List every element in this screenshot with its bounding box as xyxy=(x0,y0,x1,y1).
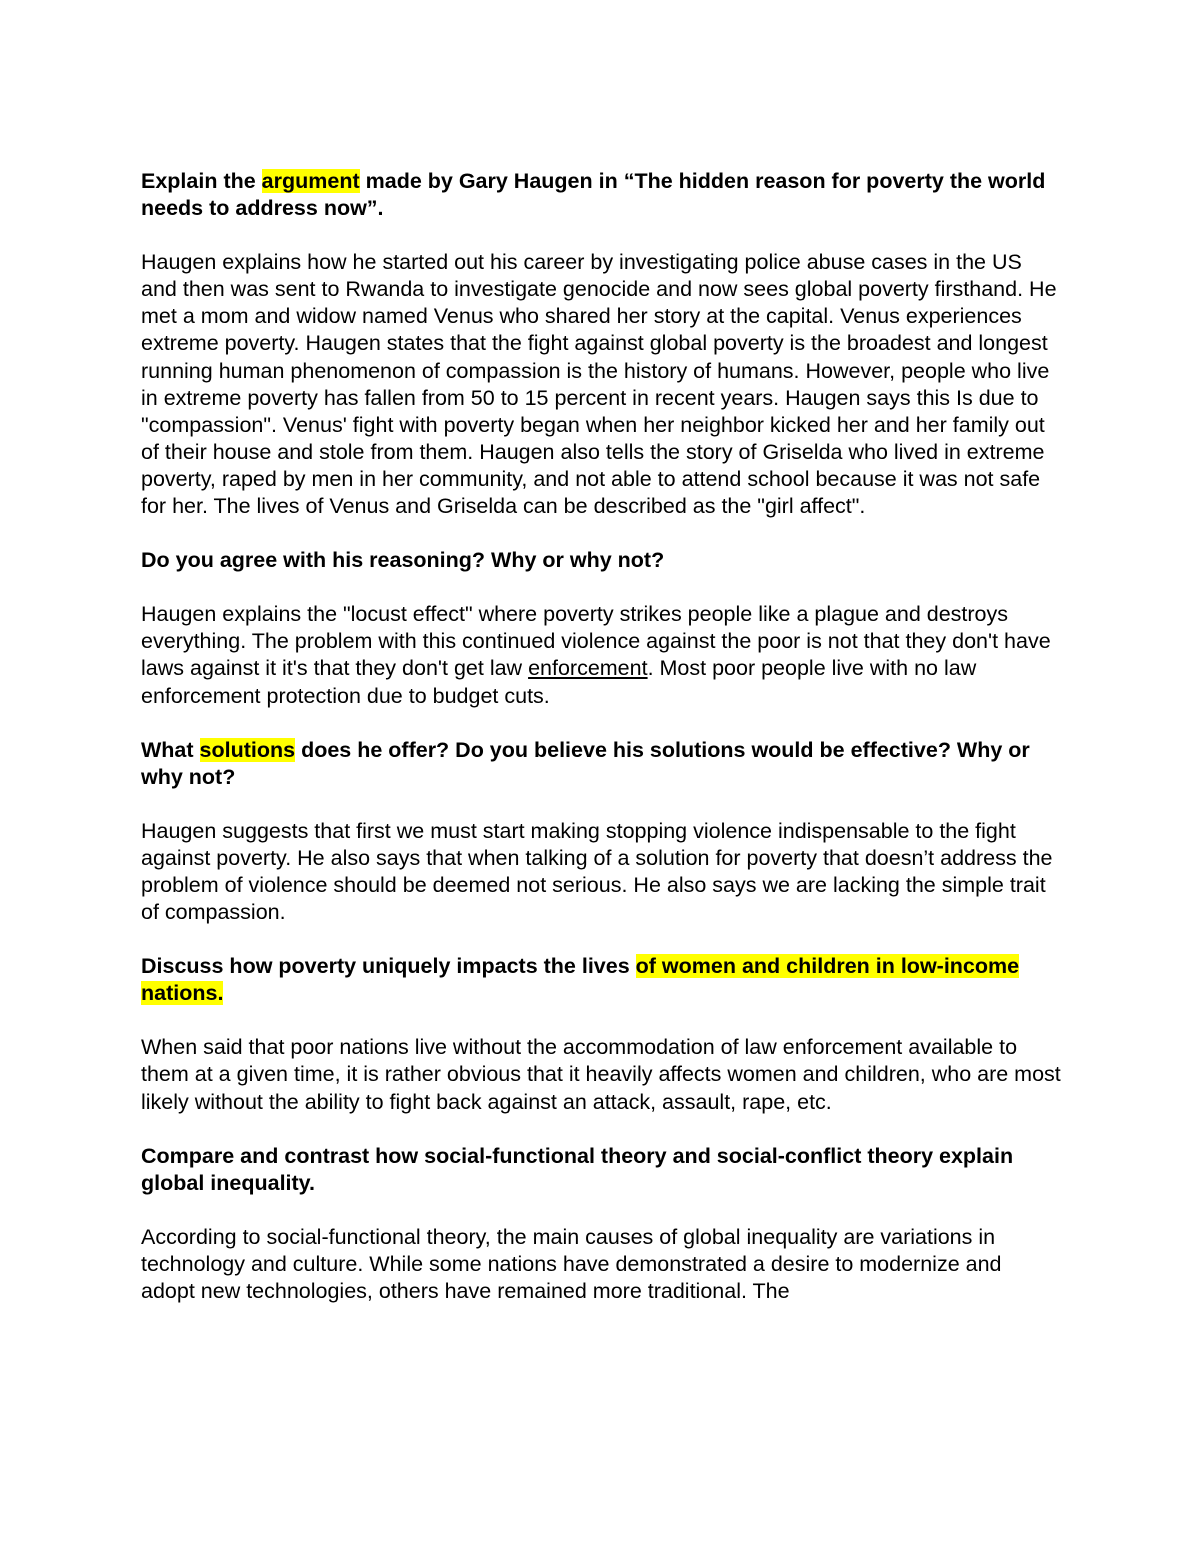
highlighted-word-argument: argument xyxy=(261,169,360,193)
answer-theories: According to social-functional theory, the main causes of global inequality are variations in technology and culture. While some nations have demonstrated a desire to modernize and adopt new technologies, others have remained more traditional. The xyxy=(141,1224,1002,1303)
question-text-pre: Explain the xyxy=(141,169,262,193)
highlighted-word-solutions: solutions xyxy=(199,737,296,762)
question-reasoning: Do you agree with his reasoning? Why or why not? xyxy=(141,548,665,573)
answer-solutions: Haugen suggests that first we must start making stopping violence indispensable to the fight against poverty. He also says that when talking of a solution for poverty that doesn’t address the problem of violence should be deemed not serious. He also says we are lacking the simple trait of compassion. xyxy=(141,818,1053,925)
answer-argument: Haugen explains how he started out his career by investigating police abuse cases in the US and then was sent to Rwanda to investigate genocide and now sees global poverty firsthand. He met a mom and widow named Venus who shared her story at the capital. Venus experiences extreme poverty. Haugen states that the fight against global poverty is the broadest and longest running human phenomenon of compassion is the history of humans. However, people who live in extreme poverty has fallen from 50 to 15 percent in recent years. Haugen says this Is due to "compassion". Venus' fight with poverty began when her neighbor kicked her and her family out of their house and stole from them. Haugen also tells the story of Griselda who lived in extreme poverty, raped by men in her community, and not able to attend school because it was not safe for her. The lives of Venus and Griselda can be described as the "girl affect". xyxy=(141,250,1057,519)
question-text-post: does he offer? Do you believe his solutions would be effective? Why or why not? xyxy=(141,737,1030,789)
question-women-children xyxy=(141,953,1061,1007)
section-women-children xyxy=(141,953,1061,1115)
document-page xyxy=(141,168,1061,1332)
underlined-word-enforcement: enforcement xyxy=(528,656,648,681)
question-text-pre: What xyxy=(141,737,200,762)
answer-text-post: . Most poor people live with no law enforcement protection due to budget cuts. xyxy=(141,656,977,708)
answer-text-pre: Haugen explains the "locust effect" where poverty strikes people like a plague and destroys everything. The problem with this continued violence against the poor is not that they don't have laws against it it's that they don't get law xyxy=(141,602,1051,681)
section-argument xyxy=(141,168,1061,520)
question-text-pre: Discuss how poverty uniquely impacts the lives xyxy=(141,954,636,979)
section-solutions xyxy=(141,737,1061,927)
section-theories xyxy=(141,1143,1061,1305)
section-reasoning xyxy=(141,547,1061,709)
question-solutions xyxy=(141,737,1061,791)
question-text-post: made by Gary Haugen in “The hidden reason for poverty the world needs to address now”. xyxy=(141,169,1046,221)
answer-reasoning xyxy=(141,601,1061,709)
highlighted-phrase-women-children: of women and children in low-income nations. xyxy=(141,954,1020,1006)
question-theories: Compare and contrast how social-functional theory and social-conflict theory explain global inequality. xyxy=(141,1143,1014,1195)
answer-women-children: When said that poor nations live without the accommodation of law enforcement available to them at a given time, it is rather obvious that it heavily affects women and children, who are most likely without the ability to fight back against an attack, assault, rape, etc. xyxy=(141,1035,1061,1114)
question-argument xyxy=(141,168,1061,222)
